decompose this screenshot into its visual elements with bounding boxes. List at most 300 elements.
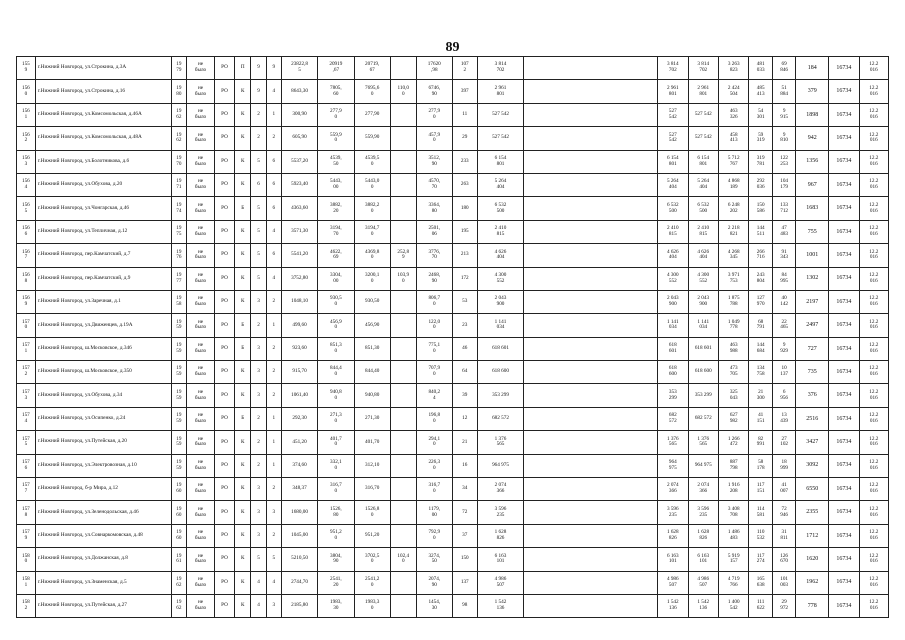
floors-cell: 9 [251,57,266,80]
nonliving-area-cell [390,361,416,384]
area-cell: 3304, 00 [318,267,354,290]
cost-total-cell: 1 376 565 [477,431,524,454]
entrances-cell: 1 [266,454,281,477]
roof-area-cell: 775,1 0 [416,337,452,360]
row-number-cell: 157 9 [17,524,36,547]
wall-cell: не было [186,103,214,126]
address-cell: г.Нижний Новгород, ул.Комсомольская, д.46А [35,103,171,126]
wall-cell: не было [186,127,214,150]
cost-cell: 325 043 [718,384,748,407]
cost-cell: 134 758 [749,361,772,384]
residents-cell: 34 [452,478,477,501]
area-cell: 20919 ,67 [318,57,354,80]
roof-area-cell: 3776, 70 [416,244,452,267]
cost-cell: 527 542 [658,127,688,150]
living-area-cell: 277,90 [354,103,390,126]
area-cell: 930,5 0 [318,290,354,313]
ro-cell: РО [215,150,235,173]
cost-cell: 13 439 [772,407,795,430]
empty-cell [524,571,658,594]
cost-cell: 6 163 101 [658,548,688,571]
cost-cell: 6 154 801 [688,150,718,173]
cost-cell: 1 542 136 [688,594,718,617]
area-cell: 951,2 0 [318,524,354,547]
row-number-cell: 156 1 [17,103,36,126]
empty-cell [524,478,658,501]
total-area-cell: 451,20 [281,431,317,454]
total-area-cell: 23822,8 5 [281,57,317,80]
wall-cell: не было [186,524,214,547]
wall-cell: не было [186,571,214,594]
date-cell: 12.2 016 [859,267,888,290]
living-area-cell: 316,70 [354,478,390,501]
living-area-cell: 20719, 67 [354,57,390,80]
roof-area-cell: 2074, 90 [416,571,452,594]
year-cell: 19 59 [171,361,186,384]
living-area-cell: 940,80 [354,384,390,407]
area-cell: 940,8 0 [318,384,354,407]
cost-cell: 473 705 [718,361,748,384]
nonliving-area-cell [390,501,416,524]
empty-cell [524,267,658,290]
date-cell: 12.2 016 [859,501,888,524]
material-cell: К [234,501,250,524]
empty-cell [524,361,658,384]
date-cell: 12.2 016 [859,244,888,267]
residents-cell: 39 [452,384,477,407]
limit-cell: 16734 [829,548,859,571]
material-cell: К [234,244,250,267]
row-number-cell: 158 0 [17,548,36,571]
floors-cell: 5 [251,150,266,173]
roof-area-cell: 294,1 0 [416,431,452,454]
row-number-cell: 156 8 [17,267,36,290]
empty-cell [524,314,658,337]
area-cell: 3194, 70 [318,220,354,243]
floors-cell: 3 [251,337,266,360]
entrances-cell: 1 [266,314,281,337]
table-row [17,314,889,337]
living-area-cell: 312,10 [354,454,390,477]
table-row [17,150,889,173]
cost-cell: 59 319 [749,127,772,150]
nonliving-area-cell [390,524,416,547]
cost-cell: 618 601 [688,337,718,360]
cost-cell: 353 299 [688,384,718,407]
total-area-cell: 3752,80 [281,267,317,290]
row-number-cell: 156 9 [17,290,36,313]
cost-cell: 58 178 [749,454,772,477]
cost-cell: 111 622 [749,594,772,617]
ro-cell: РО [215,337,235,360]
entrances-cell: 4 [266,571,281,594]
nonliving-area-cell [390,290,416,313]
cost-cell: 3 263 823 [718,57,748,80]
area-cell: 271,3 0 [318,407,354,430]
year-cell: 19 70 [171,150,186,173]
date-cell: 12.2 016 [859,150,888,173]
year-cell: 19 71 [171,173,186,196]
table-row [17,361,889,384]
residents-cell: 107 2 [452,57,477,80]
living-area-cell: 4539,5 0 [354,150,390,173]
living-area-cell: 456,90 [354,314,390,337]
limit-cell: 16734 [829,337,859,360]
ro-cell: РО [215,454,235,477]
area-cell: 559,9 0 [318,127,354,150]
cost-cell: 1 141 034 [658,314,688,337]
entrances-cell: 6 [266,197,281,220]
empty-cell [524,431,658,454]
entrances-cell: 6 [266,150,281,173]
table-row [17,524,889,547]
limit-cell: 16734 [829,127,859,150]
total-area-cell: 3571,30 [281,220,317,243]
date-cell: 12.2 016 [859,127,888,150]
limit-cell: 16734 [829,57,859,80]
cost-cell: 2 961 801 [658,80,688,103]
wall-cell: не было [186,173,214,196]
row-number-cell: 157 6 [17,454,36,477]
year-cell: 19 59 [171,337,186,360]
living-area-cell: 5443,0 0 [354,173,390,196]
material-cell: К [234,454,250,477]
total-area-cell: 2185,80 [281,594,317,617]
row-number-cell: 158 1 [17,571,36,594]
specific-cost-cell: 2355 [796,501,829,524]
address-cell: г.Нижний Новгород, ул.Движенцев, д.19А [35,314,171,337]
living-area-cell: 1983,3 0 [354,594,390,617]
address-cell: г.Нижний Новгород, ул.Болотникова, д.6 [35,150,171,173]
floors-cell: 3 [251,290,266,313]
total-area-cell: 499,60 [281,314,317,337]
floors-cell: 2 [251,454,266,477]
total-area-cell: 374,60 [281,454,317,477]
address-cell: г.Нижний Новгород, ул.Знаменская, д.5 [35,571,171,594]
cost-cell: 41 151 [749,407,772,430]
year-cell: 19 60 [171,478,186,501]
address-cell: г.Нижний Новгород, пер.Камчатский, д.9 [35,267,171,290]
floors-cell: 3 [251,478,266,501]
specific-cost-cell: 1898 [796,103,829,126]
cost-cell: 319 781 [749,150,772,173]
floors-cell: 3 [251,384,266,407]
cost-cell: 91 343 [772,244,795,267]
cost-cell: 5 264 404 [658,173,688,196]
cost-cell: 618 600 [688,361,718,384]
cost-cell: 2 043 900 [658,290,688,313]
living-area-cell: 3882,2 0 [354,197,390,220]
limit-cell: 16734 [829,103,859,126]
cost-cell: 4 719 766 [718,571,748,594]
ro-cell: РО [215,478,235,501]
wall-cell: не было [186,384,214,407]
roof-area-cell: 3364, 80 [416,197,452,220]
entrances-cell: 3 [266,594,281,617]
table-row [17,197,889,220]
cost-cell: 618 601 [658,337,688,360]
nonliving-area-cell: 252,8 9 [390,244,416,267]
entrances-cell: 1 [266,103,281,126]
total-area-cell: 4363,60 [281,197,317,220]
address-cell: г.Нижний Новгород, ул.Строкина, д.16 [35,80,171,103]
nonliving-area-cell [390,314,416,337]
year-cell: 19 75 [171,220,186,243]
year-cell: 19 79 [171,57,186,80]
cost-cell: 4 868 189 [718,173,748,196]
cost-total-cell: 682 572 [477,407,524,430]
ro-cell: РО [215,571,235,594]
cost-cell: 2 074 366 [688,478,718,501]
table-row [17,501,889,524]
address-cell: г.Нижний Новгород, ул.Чонгарская, д.46 [35,197,171,220]
ro-cell: РО [215,197,235,220]
year-cell: 19 58 [171,290,186,313]
specific-cost-cell: 778 [796,594,829,617]
cost-cell: 4 300 552 [658,267,688,290]
cost-cell: 110 532 [749,524,772,547]
cost-total-cell: 527 542 [477,103,524,126]
floors-cell: 4 [251,571,266,594]
entrances-cell: 2 [266,524,281,547]
living-area-cell: 3194,7 0 [354,220,390,243]
ro-cell: РО [215,501,235,524]
empty-cell [524,407,658,430]
cost-cell: 41 007 [772,478,795,501]
limit-cell: 16734 [829,314,859,337]
residents-cell: 23 [452,314,477,337]
ro-cell: РО [215,548,235,571]
cost-total-cell: 2 043 900 [477,290,524,313]
specific-cost-cell: 1712 [796,524,829,547]
residents-cell: 11 [452,103,477,126]
residents-cell: 180 [452,197,477,220]
material-cell: К [234,150,250,173]
year-cell: 19 77 [171,267,186,290]
cost-cell: 627 982 [718,407,748,430]
cost-cell: 243 804 [749,267,772,290]
empty-cell [524,454,658,477]
limit-cell: 16734 [829,361,859,384]
cost-total-cell: 3 596 235 [477,501,524,524]
roof-area-cell: 2501, 06 [416,220,452,243]
living-area-cell: 3702,5 0 [354,548,390,571]
table-row [17,454,889,477]
date-cell: 12.2 016 [859,80,888,103]
area-cell: 844,4 0 [318,361,354,384]
date-cell: 12.2 016 [859,524,888,547]
table-row [17,594,889,617]
entrances-cell: 2 [266,361,281,384]
empty-cell [524,127,658,150]
area-cell: 4539, 50 [318,150,354,173]
material-cell: Б [234,314,250,337]
cost-cell: 5 264 404 [688,173,718,196]
row-number-cell: 156 2 [17,127,36,150]
cost-cell: 266 716 [749,244,772,267]
cost-cell: 68 791 [749,314,772,337]
address-cell: г.Нижний Новгород, ул.Зеленодольская, д.46 [35,501,171,524]
cost-cell: 463 988 [718,337,748,360]
cost-cell: 887 798 [718,454,748,477]
roof-area-cell: 6746, 90 [416,80,452,103]
cost-cell: 144 684 [749,337,772,360]
cost-cell: 5 919 157 [718,548,748,571]
table-row [17,57,889,80]
table-row [17,548,889,571]
material-cell: К [234,127,250,150]
cost-total-cell: 6 154 801 [477,150,524,173]
roof-area-cell: 4570, 70 [416,173,452,196]
wall-cell: не было [186,594,214,617]
wall-cell: не было [186,57,214,80]
area-cell: 4622, 69 [318,244,354,267]
cost-total-cell: 4 626 404 [477,244,524,267]
cost-cell: 126 670 [772,548,795,571]
cost-cell: 1 628 826 [688,524,718,547]
floors-cell: 3 [251,501,266,524]
material-cell: К [234,80,250,103]
housing-repair-table [16,56,889,618]
cost-total-cell: 1 628 826 [477,524,524,547]
year-cell: 19 59 [171,431,186,454]
cost-cell: 127 970 [749,290,772,313]
roof-area-cell: 17620 ,98 [416,57,452,80]
area-cell: 456,9 0 [318,314,354,337]
date-cell: 12.2 016 [859,594,888,617]
empty-cell [524,197,658,220]
address-cell: г.Нижний Новгород, ул.Обухова, д.34 [35,384,171,407]
cost-cell: 21 300 [749,384,772,407]
year-cell: 19 59 [171,314,186,337]
ro-cell: РО [215,384,235,407]
cost-cell: 27 102 [772,431,795,454]
wall-cell: не было [186,501,214,524]
row-number-cell: 156 0 [17,80,36,103]
material-cell: К [234,173,250,196]
wall-cell: не было [186,267,214,290]
wall-cell: не было [186,454,214,477]
total-area-cell: 8643,30 [281,80,317,103]
floors-cell: 3 [251,361,266,384]
specific-cost-cell: 2197 [796,290,829,313]
specific-cost-cell: 3427 [796,431,829,454]
cost-cell: 101 003 [772,571,795,594]
cost-cell: 682 572 [658,407,688,430]
cost-total-cell: 353 299 [477,384,524,407]
material-cell: К [234,594,250,617]
empty-cell [524,384,658,407]
living-area-cell: 1526,8 0 [354,501,390,524]
cost-cell: 458 413 [718,127,748,150]
specific-cost-cell: 1683 [796,197,829,220]
specific-cost-cell: 727 [796,337,829,360]
entrances-cell: 2 [266,127,281,150]
material-cell: К [234,478,250,501]
limit-cell: 16734 [829,267,859,290]
total-area-cell: 1048,10 [281,290,317,313]
address-cell: г.Нижний Новгород, ул.Заречная, д.1 [35,290,171,313]
year-cell: 19 74 [171,197,186,220]
residents-cell: 53 [452,290,477,313]
cost-cell: 3 596 235 [658,501,688,524]
limit-cell: 16734 [829,384,859,407]
entrances-cell: 2 [266,384,281,407]
cost-cell: 22 465 [772,314,795,337]
limit-cell: 16734 [829,524,859,547]
material-cell: Б [234,337,250,360]
row-number-cell: 156 7 [17,244,36,267]
total-area-cell: 5923,40 [281,173,317,196]
address-cell: г.Нижний Новгород, ул.Совнаркомовская, д.48 [35,524,171,547]
cost-cell: 1 400 542 [718,594,748,617]
residents-cell: 263 [452,173,477,196]
cost-cell: 1 542 136 [658,594,688,617]
residents-cell: 233 [452,150,477,173]
material-cell: К [234,524,250,547]
address-cell: г.Нижний Новгород, ш.Московское, д.350 [35,361,171,384]
limit-cell: 16734 [829,220,859,243]
year-cell: 19 59 [171,407,186,430]
year-cell: 19 60 [171,524,186,547]
cost-cell: 1 141 034 [688,314,718,337]
roof-area-cell: 457,9 0 [416,127,452,150]
residents-cell: 72 [452,501,477,524]
cost-cell: 54 301 [749,103,772,126]
table-row [17,407,889,430]
cost-total-cell: 6 532 500 [477,197,524,220]
year-cell: 19 62 [171,571,186,594]
ro-cell: РО [215,407,235,430]
limit-cell: 16734 [829,290,859,313]
cost-cell: 4 626 404 [658,244,688,267]
cost-cell: 72 946 [772,501,795,524]
cost-total-cell: 527 542 [477,127,524,150]
cost-total-cell: 4 986 507 [477,571,524,594]
year-cell: 19 62 [171,127,186,150]
cost-total-cell: 618 601 [477,337,524,360]
year-cell: 19 60 [171,501,186,524]
table-row [17,267,889,290]
empty-cell [524,220,658,243]
cost-cell: 2 424 504 [718,80,748,103]
residents-cell: 213 [452,244,477,267]
floors-cell: 9 [251,80,266,103]
nonliving-area-cell: 110,0 0 [390,80,416,103]
row-number-cell: 156 3 [17,150,36,173]
empty-cell [524,150,658,173]
empty-cell [524,337,658,360]
wall-cell: не было [186,244,214,267]
nonliving-area-cell [390,150,416,173]
specific-cost-cell: 2516 [796,407,829,430]
floors-cell: 2 [251,431,266,454]
address-cell: г.Нижний Новгород, ул.Должанская, д.8 [35,548,171,571]
material-cell: К [234,548,250,571]
floors-cell: 3 [251,524,266,547]
cost-cell: 463 326 [718,103,748,126]
limit-cell: 16734 [829,80,859,103]
date-cell: 12.2 016 [859,407,888,430]
ro-cell: РО [215,80,235,103]
total-area-cell: 292,30 [281,407,317,430]
date-cell: 12.2 016 [859,548,888,571]
cost-cell: 964 975 [688,454,718,477]
roof-area-cell: 1179, 00 [416,501,452,524]
cost-cell: 1 376 565 [688,431,718,454]
date-cell: 12.2 016 [859,173,888,196]
roof-area-cell: 3512, 90 [416,150,452,173]
